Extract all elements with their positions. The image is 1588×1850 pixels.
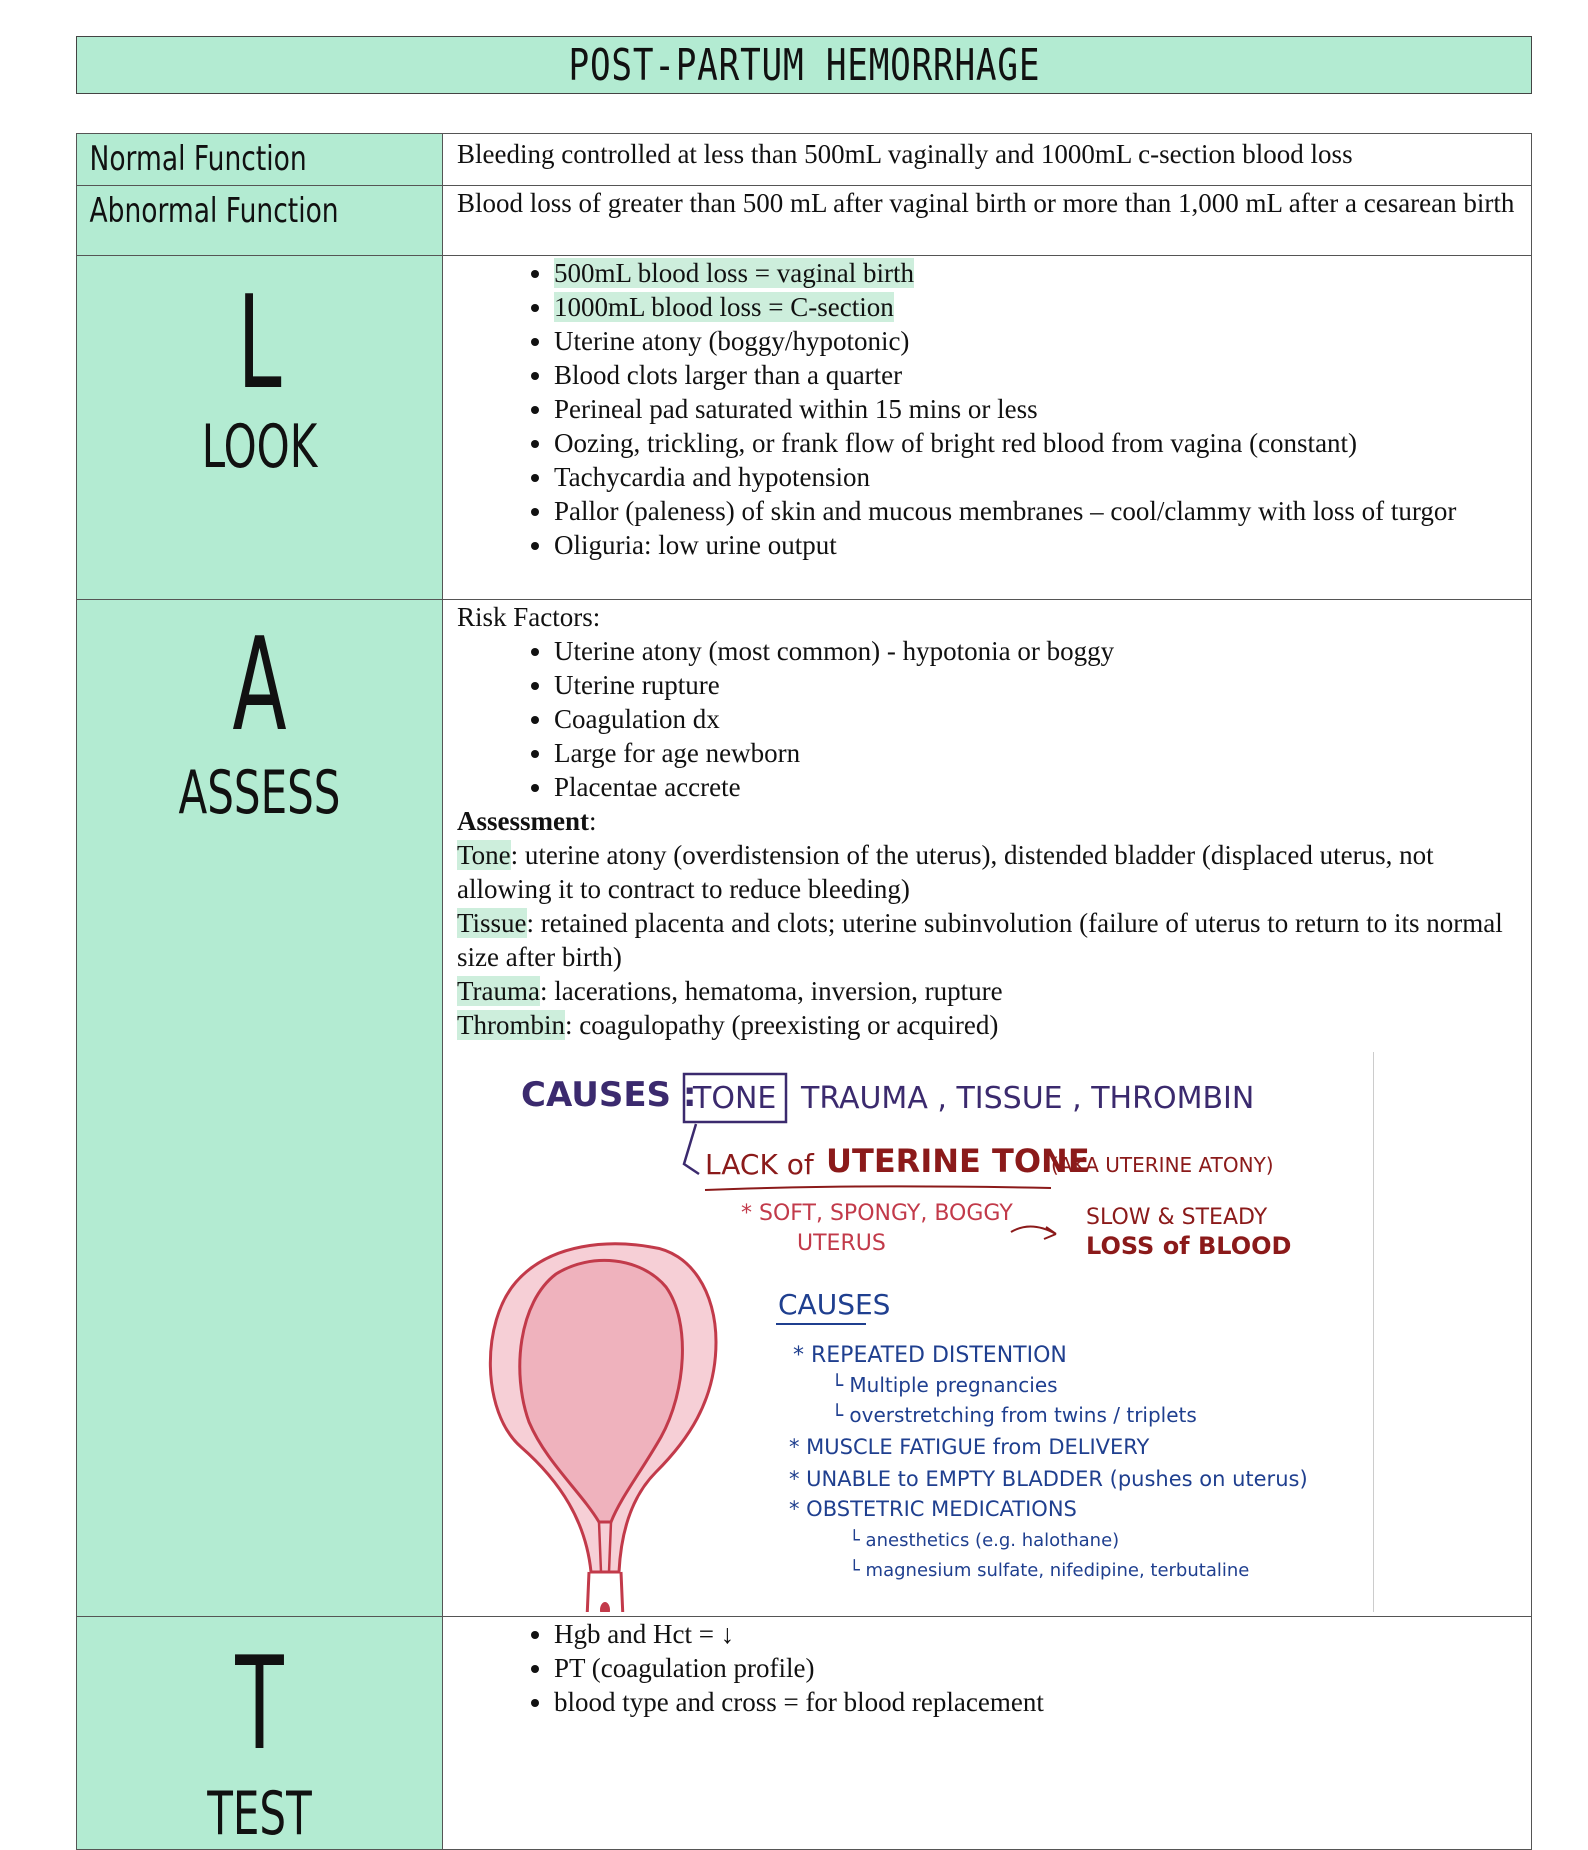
- fig-c4: * OBSTETRIC MEDICATIONS: [789, 1497, 1077, 1521]
- look-label-cell: [77, 256, 443, 600]
- assess-label-cell: [77, 600, 443, 1617]
- fig-aka: (AKA UTERINE ATONY): [1051, 1153, 1274, 1177]
- assess-letter: A: [232, 611, 287, 760]
- test-row: [77, 1617, 1532, 1850]
- look-row: [77, 256, 1532, 600]
- tissue-term: Tissue: [457, 908, 527, 938]
- look-letter: L: [237, 269, 282, 418]
- test-list: [457, 1617, 1517, 1719]
- fig-c4a: └ anesthetics (e.g. halothane): [849, 1530, 1120, 1551]
- abnormal-row: [77, 186, 1532, 256]
- list-item: • Placentae accrete: [554, 770, 1517, 804]
- causes-figure: [471, 1052, 1374, 1612]
- look-content: [443, 256, 1532, 600]
- fig-c3: * UNABLE to EMPTY BLADDER (pushes on uterus): [789, 1467, 1308, 1491]
- test-word: TEST: [207, 1779, 312, 1849]
- abnormal-label: Abnormal Function: [89, 191, 339, 231]
- thrombin-term: Thrombin: [457, 1010, 565, 1040]
- fig-c2: * MUSCLE FATIGUE from DELIVERY: [789, 1435, 1150, 1459]
- fig-slow-line2: LOSS of BLOOD: [1086, 1232, 1292, 1260]
- causes-illustration: [471, 1052, 1373, 1612]
- list-item: • Uterine atony (most common) - hypotonia or boggy: [554, 634, 1517, 668]
- list-item: • Blood clots larger than a quarter: [554, 358, 1517, 392]
- fig-soft-line1: * SOFT, SPONGY, BOGGY: [741, 1201, 1013, 1226]
- list-item: • Perineal pad saturated within 15 mins or less: [554, 392, 1517, 426]
- fig-c4b: └ magnesium sulfate, nifedipine, terbutaline: [849, 1560, 1250, 1581]
- abnormal-label-cell: [77, 186, 443, 256]
- abnormal-content: [443, 186, 1532, 256]
- trauma-para: Trauma: lacerations, hematoma, inversion, rupture: [457, 976, 1003, 1006]
- list-item: • 1000mL blood loss = C-section: [554, 290, 1517, 324]
- list-item: • Large for age newborn: [554, 736, 1517, 770]
- list-item: • Coagulation dx: [554, 702, 1517, 736]
- list-item: • Oozing, trickling, or frank flow of bright red blood from vagina (constant): [554, 426, 1517, 460]
- blood-drop-icon: [600, 1602, 610, 1612]
- list-item: • blood type and cross = for blood replacement: [554, 1685, 1517, 1719]
- ppd-table: [76, 133, 1532, 1850]
- list-item: • 500mL blood loss = vaginal birth: [554, 256, 1517, 290]
- fig-uterine-tone: UTERINE TONE: [826, 1142, 1090, 1180]
- fig-causes-label: CAUSES :: [521, 1075, 697, 1115]
- list-item: • Uterine atony (boggy/hypotonic): [554, 324, 1517, 358]
- fig-soft-line2: UTERUS: [797, 1231, 886, 1256]
- list-item: • PT (coagulation profile): [554, 1651, 1517, 1685]
- fig-c1a: └ Multiple pregnancies: [831, 1373, 1058, 1397]
- list-item: • Uterine rupture: [554, 668, 1517, 702]
- uterus-drawing: [490, 1244, 716, 1612]
- risk-heading: Risk Factors:: [457, 602, 601, 632]
- list-item: • Pallor (paleness) of skin and mucous membranes – cool/clammy with loss of turgor: [554, 494, 1517, 528]
- thrombin-para: Thrombin: coagulopathy (preexisting or acquired): [457, 1010, 999, 1040]
- risk-list: [457, 634, 1517, 804]
- normal-row: [77, 134, 1532, 186]
- assess-word: ASSESS: [178, 758, 341, 828]
- tissue-para: Tissue: retained placenta and clots; uterine subinvolution (failure of uterus to return to its normal size after birth): [457, 908, 1503, 972]
- fig-slow-line1: SLOW & STEADY: [1086, 1205, 1268, 1230]
- assessment-heading: Assessment:: [457, 806, 597, 836]
- normal-label: Normal Function: [89, 139, 307, 179]
- test-content: [443, 1617, 1532, 1850]
- trauma-term: Trauma: [457, 976, 541, 1006]
- look-list: [457, 256, 1517, 562]
- page-title: POST-PARTUM HEMORRHAGE: [568, 39, 1040, 91]
- abnormal-text: Blood loss of greater than 500 mL after vaginal birth or more than 1,000 mL after a cesarean birth: [457, 188, 1515, 218]
- fig-lack-of: LACK of: [705, 1148, 814, 1181]
- tone-term: Tone: [457, 840, 511, 870]
- assess-content: [443, 600, 1532, 1617]
- list-item: • Oliguria: low urine output: [554, 528, 1517, 562]
- fig-tone-box-text: TONE: [693, 1081, 777, 1116]
- normal-text: Bleeding controlled at less than 500mL vaginally and 1000mL c-section blood loss: [457, 139, 1353, 169]
- assess-row: [77, 600, 1532, 1617]
- page-title-bar: [76, 36, 1532, 94]
- test-label-cell: [77, 1617, 443, 1850]
- fig-causes-heading: CAUSES: [778, 1288, 891, 1321]
- list-item: • Hgb and Hct = ↓: [554, 1617, 1517, 1651]
- normal-content: [443, 134, 1532, 186]
- look-word: LOOK: [201, 412, 318, 482]
- tone-para: Tone: uterine atony (overdistension of the uterus), distended bladder (displaced uterus, not allowing it to contract to reduce bleeding): [457, 840, 1434, 904]
- test-letter: T: [235, 1630, 284, 1779]
- fig-c1: * REPEATED DISTENTION: [793, 1343, 1067, 1368]
- fig-c1b: └ overstretching from twins / triplets: [831, 1403, 1197, 1427]
- normal-label-cell: [77, 134, 443, 186]
- list-item: • Tachycardia and hypotension: [554, 460, 1517, 494]
- fig-others-text: TRAUMA , TISSUE , THROMBIN: [801, 1081, 1255, 1116]
